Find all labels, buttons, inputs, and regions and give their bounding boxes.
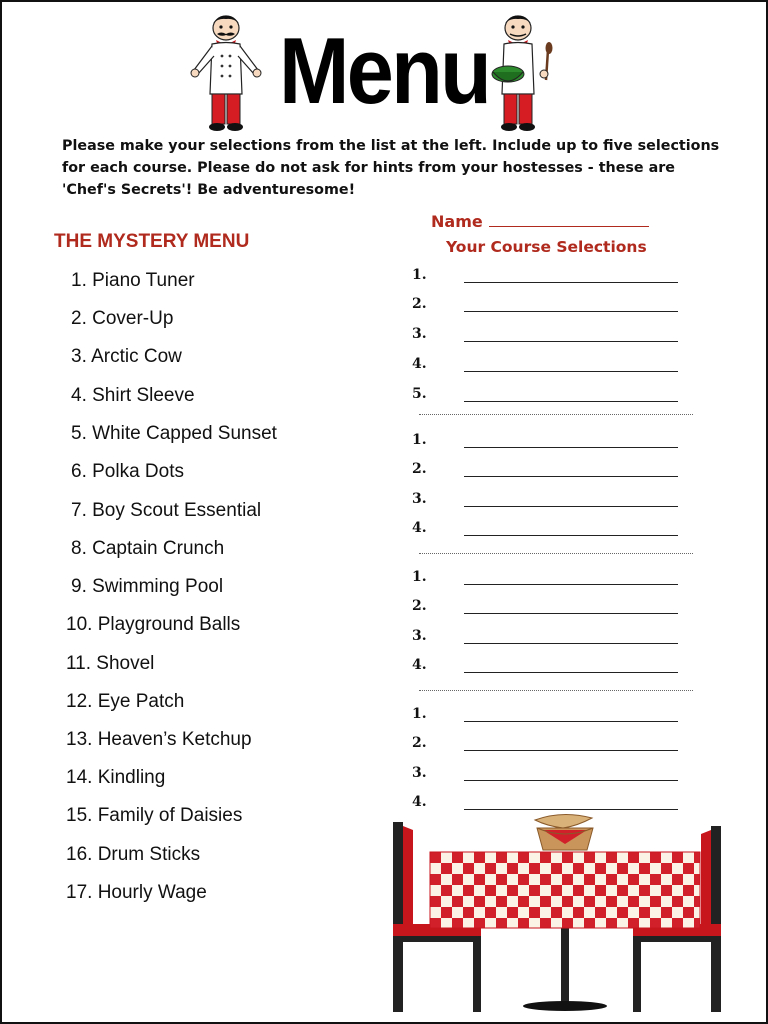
selection-number: 2. [412, 296, 427, 312]
selection-number: 3. [412, 628, 427, 644]
menu-item: 8. Captain Crunch [71, 538, 225, 559]
selection-blank[interactable] [464, 476, 678, 477]
name-label: Name [431, 212, 483, 231]
chef-left-icon [188, 10, 264, 132]
selection-row[interactable] [412, 657, 692, 677]
menu-item: 16. Drum Sticks [66, 844, 201, 865]
selection-number: 3. [412, 491, 427, 507]
menu-item: 14. Kindling [66, 767, 166, 788]
selection-row[interactable] [412, 296, 692, 316]
selection-blank[interactable] [464, 535, 678, 536]
selection-number: 1. [412, 267, 427, 283]
selection-blank[interactable] [464, 506, 678, 507]
menu-item: 13. Heaven’s Ketchup [66, 729, 252, 750]
selection-number: 4. [412, 794, 427, 810]
menu-item: 15. Family of Daisies [66, 805, 243, 826]
selection-number: 4. [412, 657, 427, 673]
selection-number: 4. [412, 520, 427, 536]
name-field[interactable] [431, 212, 649, 231]
selections-heading: Your Course Selections [446, 238, 647, 256]
menu-item: 7. Boy Scout Essential [71, 500, 262, 521]
menu-item: 2. Cover-Up [71, 308, 174, 329]
selection-row[interactable] [412, 267, 692, 287]
course-divider [419, 414, 693, 415]
selection-row[interactable] [412, 326, 692, 346]
selection-row[interactable] [412, 706, 692, 726]
intro-text: Please make your selections from the list at the left. Include up to five selections for each course. Please do not ask for hints from your hostesses - these are 'Chef's Secrets'! Be adventuresome! [62, 138, 720, 198]
selection-number: 2. [412, 461, 427, 477]
selection-row[interactable] [412, 520, 692, 540]
selection-number: 2. [412, 735, 427, 751]
selection-number: 4. [412, 356, 427, 372]
mystery-menu-heading: THE MYSTERY MENU [54, 231, 250, 252]
selection-row[interactable] [412, 628, 692, 648]
selection-blank[interactable] [464, 613, 678, 614]
selection-number: 1. [412, 706, 427, 722]
selection-blank[interactable] [464, 341, 678, 342]
menu-item: 9. Swimming Pool [71, 576, 224, 597]
selection-blank[interactable] [464, 371, 678, 372]
selection-row[interactable] [412, 491, 692, 511]
selection-blank[interactable] [464, 643, 678, 644]
menu-item: 12. Eye Patch [66, 691, 185, 712]
selection-blank[interactable] [464, 672, 678, 673]
course-divider [419, 553, 693, 554]
selection-blank[interactable] [464, 780, 678, 781]
checkered-table-icon [387, 812, 727, 1016]
menu-item: 6. Polka Dots [71, 461, 184, 482]
menu-item: 5. White Capped Sunset [71, 423, 277, 444]
selection-row[interactable] [412, 794, 692, 814]
selection-number: 5. [412, 386, 427, 402]
selection-row[interactable] [412, 765, 692, 785]
selection-row[interactable] [412, 432, 692, 452]
selection-blank[interactable] [464, 809, 678, 810]
menu-item: 3. Arctic Cow [71, 346, 182, 367]
selection-number: 1. [412, 432, 427, 448]
menu-item: 10. Playground Balls [66, 614, 241, 635]
menu-item: 17. Hourly Wage [66, 882, 207, 903]
menu-item: 4. Shirt Sleeve [71, 385, 195, 406]
selection-row[interactable] [412, 598, 692, 618]
chef-right-icon [488, 10, 560, 132]
selection-number: 3. [412, 765, 427, 781]
selection-row[interactable] [412, 386, 692, 406]
selection-blank[interactable] [464, 311, 678, 312]
name-blank[interactable] [489, 212, 649, 227]
selection-row[interactable] [412, 356, 692, 376]
selection-row[interactable] [412, 461, 692, 481]
selection-number: 3. [412, 326, 427, 342]
selection-blank[interactable] [464, 282, 678, 283]
selection-blank[interactable] [464, 447, 678, 448]
selection-blank[interactable] [464, 401, 678, 402]
bread-basket-icon [535, 814, 593, 850]
selection-row[interactable] [412, 735, 692, 755]
page-title: Menu [279, 18, 490, 123]
menu-item: 1. Piano Tuner [71, 270, 195, 291]
course-divider [419, 690, 693, 691]
selection-blank[interactable] [464, 750, 678, 751]
selection-blank[interactable] [464, 584, 678, 585]
selection-row[interactable] [412, 569, 692, 589]
selection-number: 2. [412, 598, 427, 614]
selection-blank[interactable] [464, 721, 678, 722]
selection-number: 1. [412, 569, 427, 585]
menu-item: 11. Shovel [66, 653, 155, 674]
